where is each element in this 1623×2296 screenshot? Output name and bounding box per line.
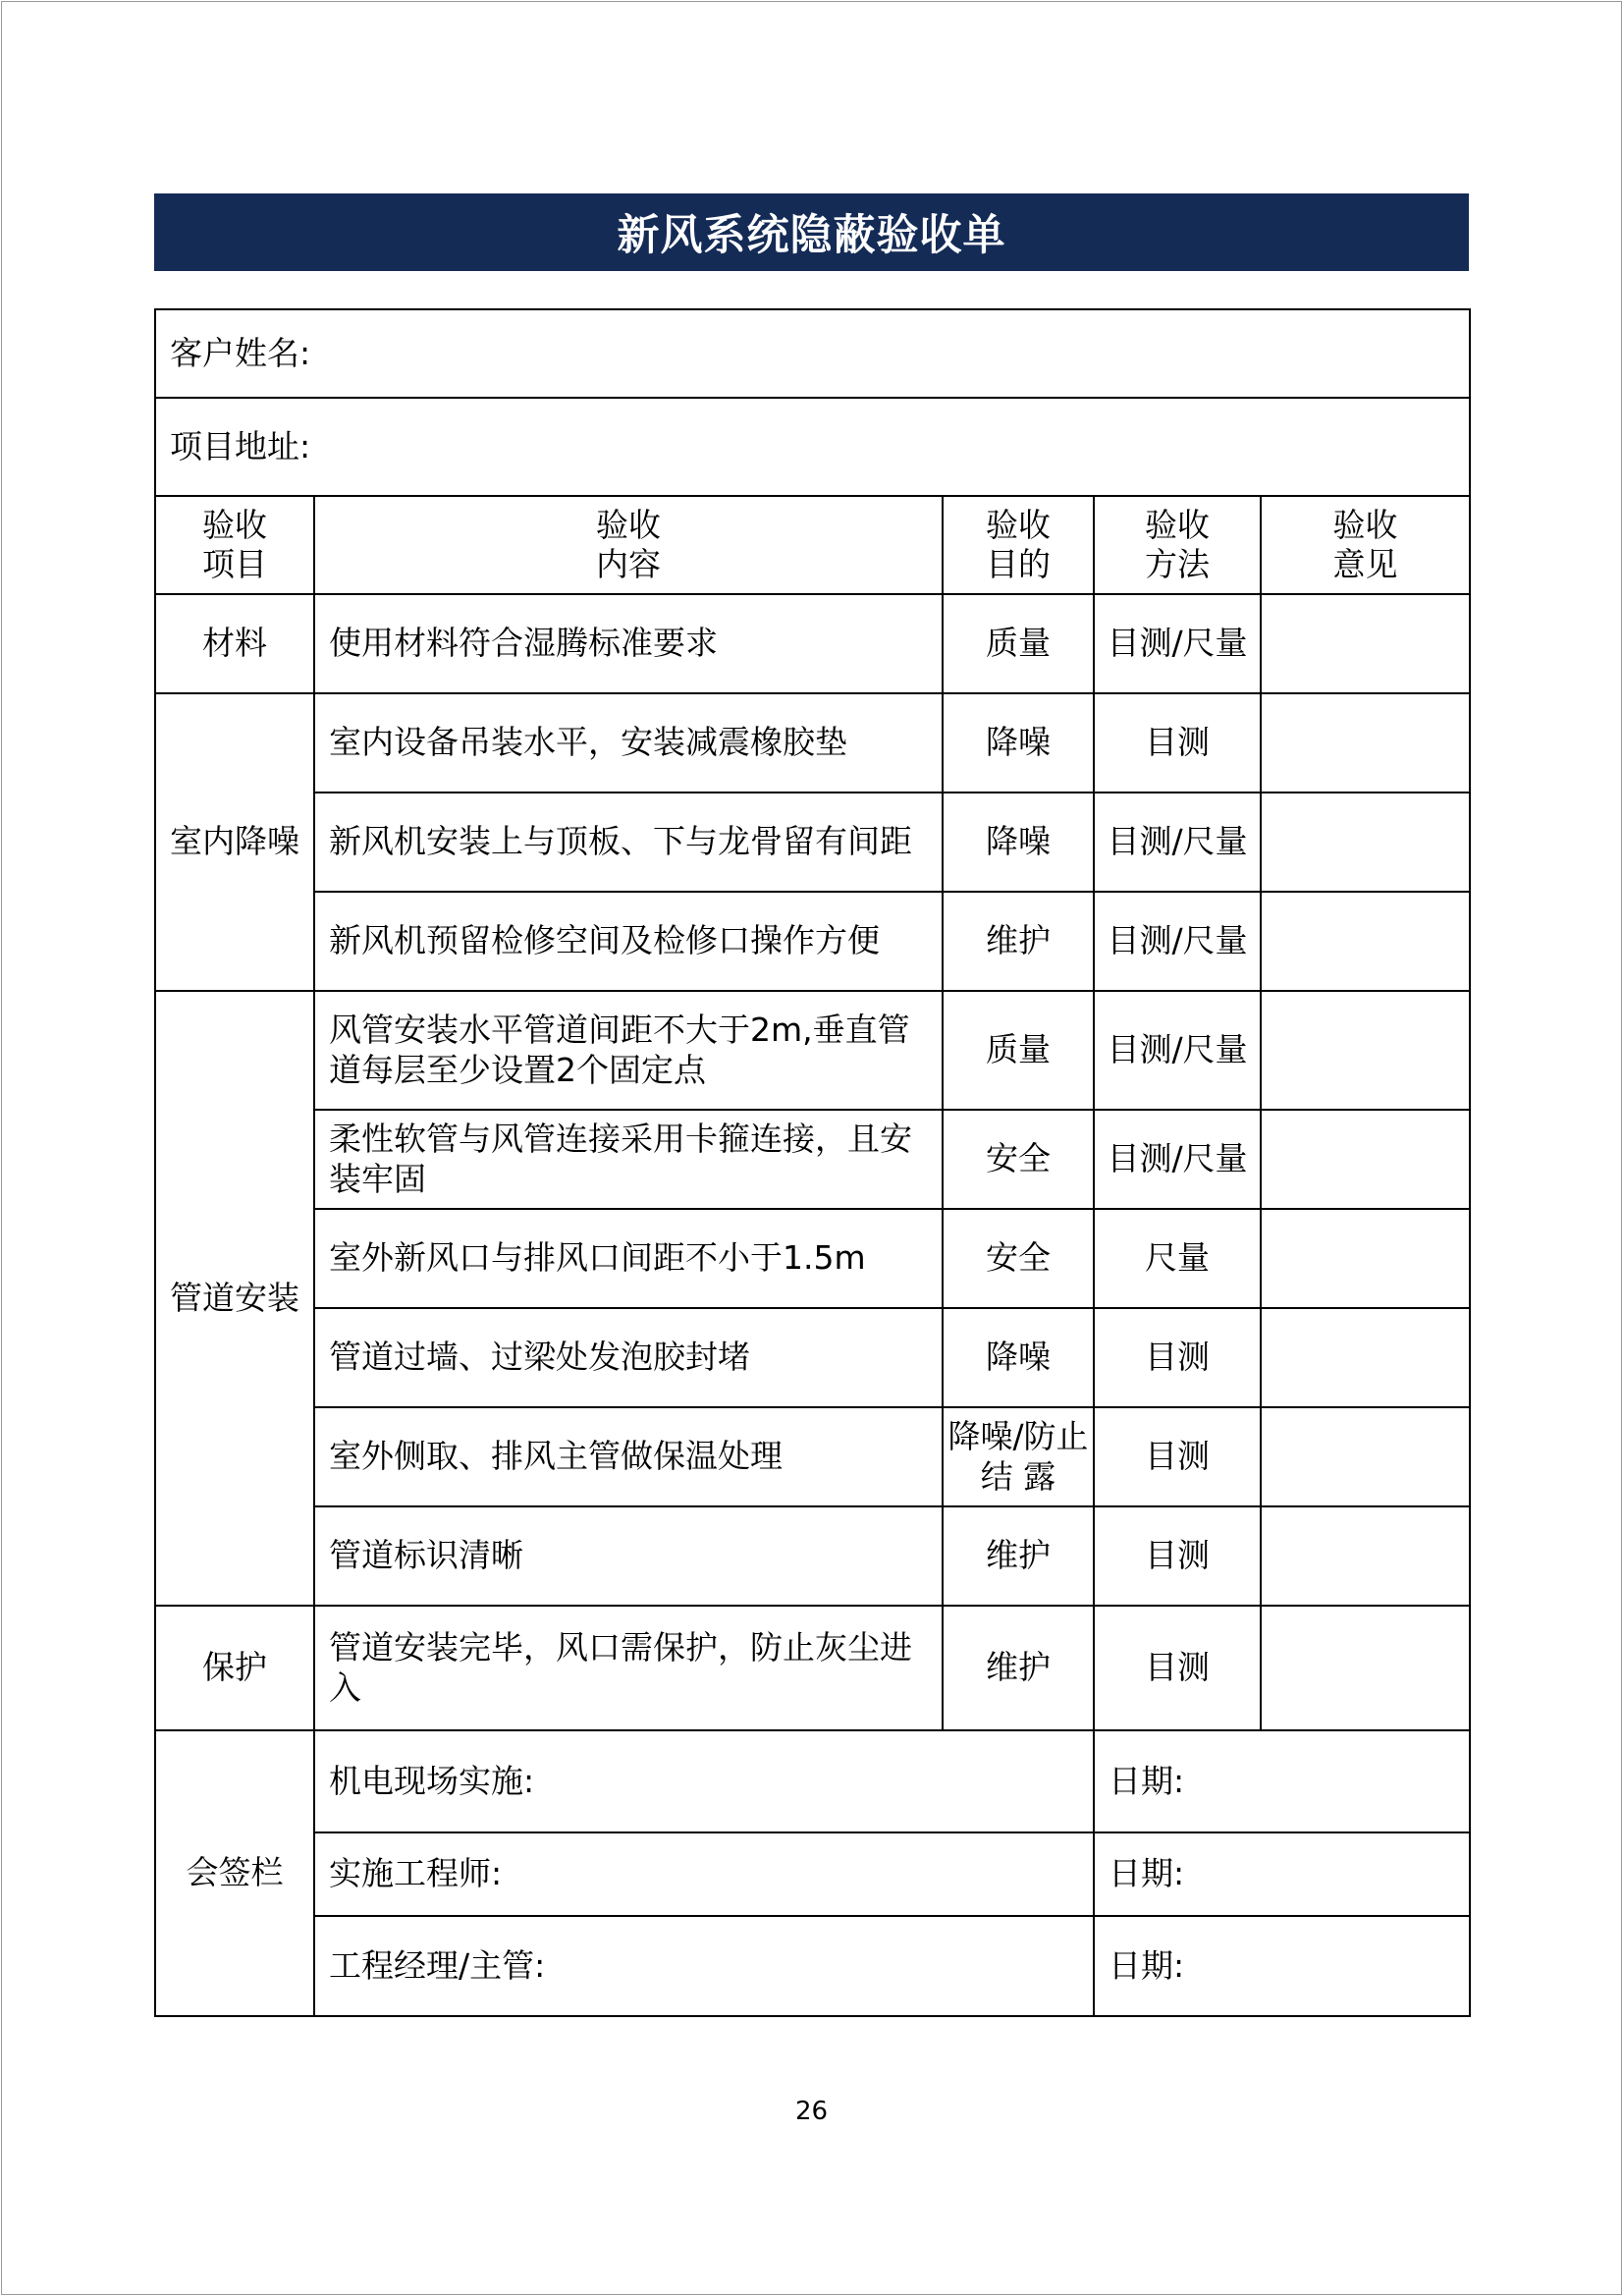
row-content: 管道过墙、过梁处发泡胶封堵: [314, 1308, 943, 1407]
project-address-field[interactable]: [155, 398, 1470, 496]
row-purpose: 降噪: [943, 1308, 1094, 1407]
group-material: 材料: [155, 594, 314, 693]
signoff-label: 会签栏: [155, 1730, 314, 2016]
row-purpose: 降噪: [943, 693, 1094, 793]
document-title: 新风系统隐蔽验收单: [154, 193, 1469, 271]
row-opinion-field[interactable]: [1261, 793, 1470, 892]
table-row: [155, 1606, 1470, 1730]
group-protection: 保护: [155, 1606, 314, 1730]
table-row: [155, 693, 1470, 793]
row-purpose: 安全: [943, 1110, 1094, 1209]
row-content: 新风机预留检修空间及检修口操作方便: [314, 892, 943, 991]
row-opinion-field[interactable]: [1261, 1308, 1470, 1407]
row-content: 室外新风口与排风口间距不小于1.5m: [314, 1209, 943, 1308]
signoff-date-label: 日期:: [1109, 1945, 1185, 1985]
project-address-label: 项目地址:: [170, 426, 311, 465]
table-row: [155, 793, 1470, 892]
signoff-role-label: 实施工程师:: [329, 1854, 503, 1893]
row-content: 室外侧取、排风主管做保温处理: [314, 1407, 943, 1506]
row-opinion-field[interactable]: [1261, 594, 1470, 693]
row-purpose: 降噪/防止 结 露: [943, 1407, 1094, 1506]
row-method: 目测: [1094, 1506, 1261, 1606]
signoff-row: [155, 1916, 1470, 2016]
group-indoor-noise: 室内降噪: [155, 693, 314, 991]
row-method: 目测/尺量: [1094, 991, 1261, 1110]
row-method: 目测: [1094, 1407, 1261, 1506]
table-row: [155, 1209, 1470, 1308]
signoff-role-field[interactable]: [314, 1916, 1094, 2016]
table-row: [155, 991, 1470, 1110]
row-purpose: 降噪: [943, 793, 1094, 892]
signoff-date-field[interactable]: [1094, 1832, 1470, 1916]
header-content: 验收 内容: [314, 496, 943, 594]
table-row: [155, 594, 1470, 693]
page-number: 26: [794, 2097, 829, 2126]
row-opinion-field[interactable]: [1261, 1209, 1470, 1308]
signoff-date-label: 日期:: [1109, 1761, 1185, 1800]
header-opinion: 验收 意见: [1261, 496, 1470, 594]
row-opinion-field[interactable]: [1261, 991, 1470, 1110]
signoff-row: [155, 1832, 1470, 1916]
row-method: 目测/尺量: [1094, 594, 1261, 693]
row-purpose: 维护: [943, 892, 1094, 991]
signoff-row: [155, 1730, 1470, 1832]
row-opinion-field[interactable]: [1261, 892, 1470, 991]
signoff-date-label: 日期:: [1109, 1854, 1185, 1893]
signoff-date-field[interactable]: [1094, 1730, 1470, 1832]
row-content: 柔性软管与风管连接采用卡箍连接，且安 装牢固: [314, 1110, 943, 1209]
header-purpose: 验收 目的: [943, 496, 1094, 594]
row-content: 风管安装水平管道间距不大于2m,垂直管 道每层至少设置2个固定点: [314, 991, 943, 1110]
table-row: [155, 1110, 1470, 1209]
header-item: 验收 项目: [155, 496, 314, 594]
row-method: 目测/尺量: [1094, 892, 1261, 991]
row-purpose: 质量: [943, 991, 1094, 1110]
group-pipe-install: 管道安装: [155, 991, 314, 1606]
row-opinion-field[interactable]: [1261, 1606, 1470, 1730]
row-method: 尺量: [1094, 1209, 1261, 1308]
row-content: 室内设备吊装水平，安装减震橡胶垫: [314, 693, 943, 793]
customer-name-field[interactable]: [155, 309, 1470, 398]
signoff-role-field[interactable]: [314, 1730, 1094, 1832]
row-method: 目测: [1094, 693, 1261, 793]
signoff-date-field[interactable]: [1094, 1916, 1470, 2016]
row-purpose: 维护: [943, 1506, 1094, 1606]
header-method: 验收 方法: [1094, 496, 1261, 594]
customer-name-label: 客户姓名:: [170, 333, 311, 372]
signoff-role-label: 机电现场实施:: [329, 1761, 535, 1800]
row-opinion-field[interactable]: [1261, 693, 1470, 793]
signoff-role-label: 工程经理/主管:: [329, 1945, 546, 1985]
row-purpose: 质量: [943, 594, 1094, 693]
row-opinion-field[interactable]: [1261, 1407, 1470, 1506]
table-row: [155, 892, 1470, 991]
row-method: 目测/尺量: [1094, 1110, 1261, 1209]
row-purpose: 安全: [943, 1209, 1094, 1308]
row-method: 目测/尺量: [1094, 793, 1261, 892]
header-row: [155, 496, 1470, 594]
row-opinion-field[interactable]: [1261, 1110, 1470, 1209]
address-row: [155, 398, 1470, 496]
table-row: [155, 1506, 1470, 1606]
row-content: 使用材料符合湿腾标准要求: [314, 594, 943, 693]
table-row: [155, 1308, 1470, 1407]
row-purpose: 维护: [943, 1606, 1094, 1730]
row-opinion-field[interactable]: [1261, 1506, 1470, 1606]
row-content: 管道标识清晰: [314, 1506, 943, 1606]
table-row: [155, 1407, 1470, 1506]
row-method: 目测: [1094, 1606, 1261, 1730]
signoff-role-field[interactable]: [314, 1832, 1094, 1916]
row-content: 新风机安装上与顶板、下与龙骨留有间距: [314, 793, 943, 892]
customer-row: [155, 309, 1470, 398]
row-method: 目测: [1094, 1308, 1261, 1407]
row-content: 管道安装完毕，风口需保护，防止灰尘进 入: [314, 1606, 943, 1730]
acceptance-form-table: [154, 308, 1471, 2017]
